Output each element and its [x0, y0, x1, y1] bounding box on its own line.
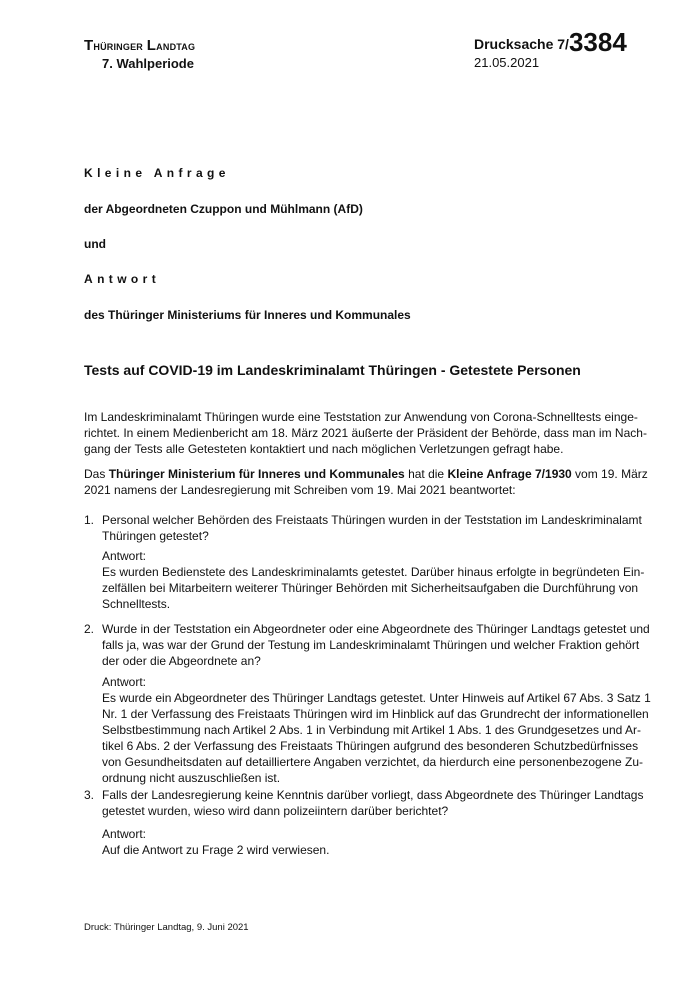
- intro-paragraph: Im Landeskriminalamt Thüringen wurde eine Teststation zur Anwendung von Corona-Schnelltests einge- richtet. In einem Medienbericht am 18. März 2021 äußerte der Präsident der Behörde, dass man im Nach- gang der Tests alle Getesteten kontaktiert und nach möglichen Verletzungen gefragt habe.: [84, 410, 647, 456]
- question-number: 3.: [84, 788, 95, 802]
- antwort-heading: Antwort: [84, 272, 161, 286]
- answer-1: Antwort: Es wurden Bedienstete des Landeskriminalamts getestet. Darüber hinaus erfolgte in begründeten Ein- zelfällen bei Mitarbeitern weiterer Thüringer Behörden mit Sicherheitsaufgaben die Durchführung von Schnelltests.: [102, 549, 645, 611]
- answer-label: Antwort:: [102, 675, 147, 689]
- answer-2: Antwort: Es wurde ein Abgeordneter des Thüringer Landtags getestet. Unter Hinweis auf Artikel 67 Abs. 3 Satz 1 Nr. 1 der Verfassung des Freistaats Thüringen wird im Hinblick auf das Grundrecht der informationellen Selbstbestimmung nach Artikel 2 Abs. 1 in Verbindung mit Artikel 1 Abs. 1 des Grundgesetzes und Ar- tikel 6 Abs. 2 der Verfassung des Freistaats Thüringen aufgrund des besonderen Schutzbedürfnisses von Gesundheitsdaten auf detailliertere Angaben verzichtet, da hierdurch eine personenbezogene Zu- ordnung nicht auszuschließen ist.: [102, 675, 651, 785]
- drucksache-header: [474, 27, 627, 70]
- response-paragraph: Das Thüringer Ministerium für Inneres und Kommunales hat die Kleine Anfrage 7/1930 vom 19. März 2021 namens der Landesregierung mit Schreiben vom 19. Mai 2021 beantwortet:: [84, 467, 648, 497]
- document-title: Tests auf COVID-19 im Landeskriminalamt Thüringen - Getestete Personen: [84, 362, 581, 378]
- und-line: und: [84, 237, 106, 251]
- landtag-header: [84, 38, 195, 72]
- answer-3: Antwort: Auf die Antwort zu Frage 2 wird verwiesen.: [102, 826, 632, 858]
- ministerium-line: des Thüringer Ministeriums für Inneres und Kommunales: [84, 308, 411, 322]
- answer-label: Antwort:: [102, 549, 147, 563]
- abgeordnete-line: der Abgeordneten Czuppon und Mühlmann (AfD): [84, 202, 363, 216]
- question-number: 1.: [84, 513, 95, 527]
- anfrage-number: Kleine Anfrage 7/1930: [447, 467, 572, 481]
- question-3: 3. Falls der Landesregierung keine Kenntnis darüber vorliegt, dass Abgeordnete des Thüringer Landtags getestet wurden, wieso wird dann polizeiintern darüber berichtet?: [84, 788, 644, 818]
- question-number: 2.: [84, 622, 95, 636]
- answer-label: Antwort:: [102, 827, 147, 841]
- print-footer: Druck: Thüringer Landtag, 9. Juni 2021: [84, 922, 249, 933]
- drucksache-number: Drucksache 7/3384: [474, 27, 627, 57]
- wahlperiode: 7. Wahlperiode: [102, 56, 194, 71]
- drucksache-date: 21.05.2021: [474, 55, 540, 70]
- ministry-name: Thüringer Ministerium für Inneres und Kommunales: [108, 467, 405, 481]
- landtag-name: Thüringer Landtag: [84, 37, 196, 54]
- kleine-anfrage-heading: Kleine Anfrage: [84, 166, 230, 180]
- question-1: 1. Personal welcher Behörden des Freistaats Thüringen wurden in der Teststation im Landeskriminalamt Thüringen getestet?: [84, 513, 642, 543]
- question-2: 2. Wurde in der Teststation ein Abgeordneter oder eine Abgeordnete des Thüringer Landtags getestet und falls ja, was war der Grund der Testung im Landeskriminalamt Thüringen und welcher Fraktion gehört der oder die Abgeordnete an?: [84, 622, 650, 668]
